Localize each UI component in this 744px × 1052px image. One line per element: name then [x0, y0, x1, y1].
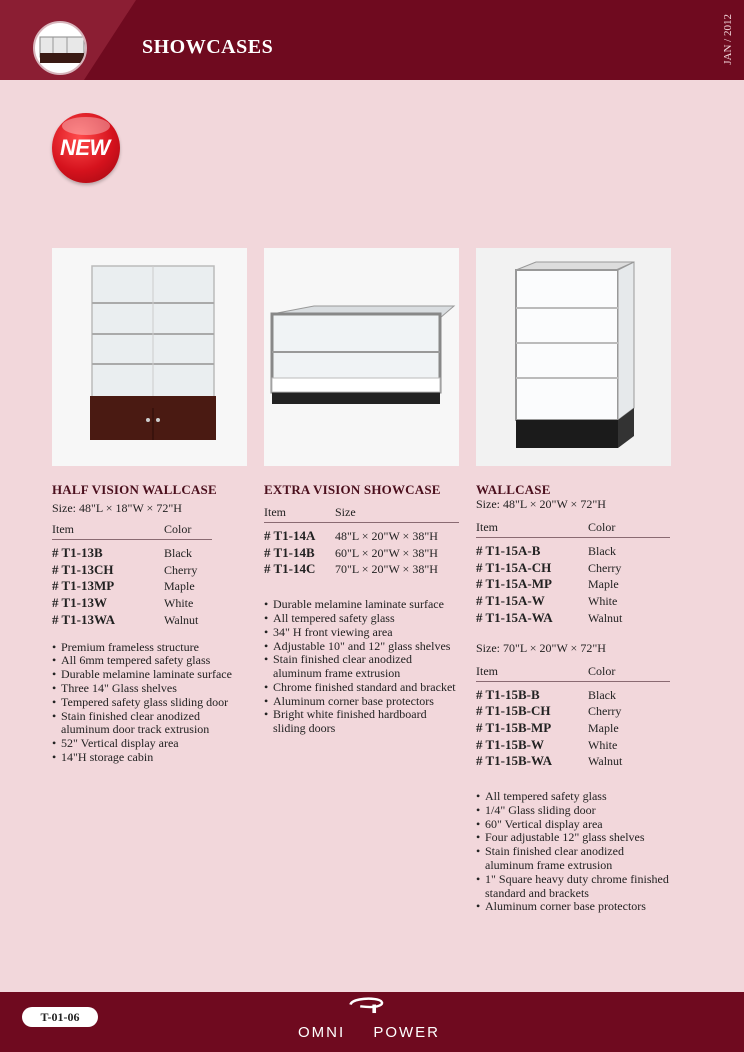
wallcase-section [476, 482, 671, 914]
column-header-size: Size [335, 505, 356, 519]
feature-list [476, 790, 671, 914]
column-header-item: Item [476, 520, 498, 534]
table-row [52, 595, 247, 612]
product-size: Size: 48"L × 18"W × 72"H [52, 501, 182, 515]
item-color: White [164, 596, 194, 611]
feature-item: • 1" Square heavy duty chrome finished standard and brackets [476, 873, 671, 901]
item-code: # T1-15A-WA [476, 609, 553, 625]
column-header-item: Item [52, 522, 74, 536]
item-code: # T1-13CH [52, 561, 114, 577]
item-code: # T1-15B-WA [476, 753, 552, 769]
column-header-item: Item [264, 505, 286, 519]
product-table [264, 528, 459, 578]
product-title: HALF VISION WALLCASE [52, 482, 217, 497]
item-code: # T1-13WA [52, 611, 115, 627]
feature-item: • Three 14" Glass shelves [52, 682, 247, 696]
table-header [264, 505, 459, 523]
item-code: # T1-15A-W [476, 593, 545, 609]
feature-item: • Adjustable 10" and 12" glass shelves [264, 640, 459, 654]
feature-item: • Premium frameless structure [52, 641, 247, 655]
column-header-color: Color [588, 663, 616, 678]
product-size-2: Size: 70"L × 20"W × 72"H [476, 640, 606, 655]
feature-list [52, 641, 247, 765]
item-code: # T1-15B-MP [476, 719, 552, 735]
item-color: Maple [588, 577, 619, 592]
half-vision-wallcase-section [52, 482, 247, 765]
column-header-color: Color [164, 522, 192, 536]
item-code: # T1-15A-CH [476, 559, 552, 575]
product-title: WALLCASE [476, 482, 551, 497]
item-code: # T1-13W [52, 595, 108, 611]
item-code: # T1-15B-B [476, 686, 540, 702]
header-wedge [84, 0, 136, 80]
table-header [476, 520, 670, 538]
table-row [52, 612, 247, 629]
item-color: Walnut [164, 612, 199, 627]
item-color: Cherry [588, 704, 622, 719]
feature-item: • 1/4" Glass sliding door [476, 804, 671, 818]
item-color: Black [164, 546, 192, 560]
table-row [52, 545, 247, 562]
product-table-2 [476, 687, 671, 771]
item-color: White [588, 737, 618, 752]
feature-item: • Chrome finished standard and bracket [264, 681, 459, 695]
feature-item: • Durable melamine laminate surface [52, 668, 247, 682]
item-color: Maple [588, 720, 619, 735]
product-table [476, 543, 671, 627]
feature-item: • Aluminum corner base protectors [476, 900, 671, 914]
feature-item: • 60" Vertical display area [476, 818, 671, 832]
product-title: EXTRA VISION SHOWCASE [264, 482, 441, 497]
item-color: Maple [164, 579, 195, 594]
item-code: # T1-15B-CH [476, 703, 551, 719]
brand-name [298, 1024, 440, 1041]
item-color: Black [588, 544, 616, 558]
item-color: Cherry [164, 562, 198, 577]
new-badge-label: NEW [60, 135, 110, 160]
table-row [264, 528, 459, 545]
feature-item: • Stain finished clear anodized aluminum frame extrusion [264, 653, 459, 681]
feature-item: • Stain finished clear anodized aluminum door track extrusion [52, 710, 247, 738]
table-row [476, 720, 671, 737]
table-header [476, 664, 670, 682]
feature-item: • Aluminum corner base protectors [264, 695, 459, 709]
item-color: White [588, 594, 618, 609]
feature-item: • All 6mm tempered safety glass [52, 654, 247, 668]
table-row [476, 610, 671, 627]
table-row [476, 543, 671, 560]
item-color: Cherry [588, 560, 622, 575]
table-row [264, 545, 459, 562]
feature-item: • Durable melamine laminate surface [264, 598, 459, 612]
extra-vision-showcase-photo [264, 248, 459, 466]
brand-left: OMNI [298, 1024, 346, 1041]
brand-right: POWER [373, 1024, 441, 1041]
column-header-item: Item [476, 663, 498, 678]
feature-item: • 52" Vertical display area [52, 737, 247, 751]
item-size: 48"L × 20"W × 38"H [335, 529, 438, 543]
item-code: # T1-13B [52, 545, 103, 560]
issue-date: JAN / 2012 [722, 14, 734, 65]
table-row [264, 561, 459, 578]
new-badge [52, 113, 120, 183]
item-color: Walnut [588, 754, 623, 769]
item-code: # T1-14B [264, 544, 315, 560]
feature-item: • 14"H storage cabin [52, 751, 247, 765]
item-size: 60"L × 20"W × 38"H [335, 545, 438, 560]
item-code: # T1-15A-B [476, 543, 541, 558]
table-row [476, 593, 671, 610]
omni-power-logo-icon [298, 996, 448, 1024]
feature-item: • Bright white finished hardboard sliding doors [264, 708, 459, 736]
feature-item: • Tempered safety glass sliding door [52, 696, 247, 710]
item-code: # T1-15A-MP [476, 576, 552, 592]
table-row [52, 578, 247, 595]
table-row [476, 576, 671, 593]
item-code: # T1-14A [264, 528, 316, 543]
half-vision-wallcase-photo [52, 248, 247, 466]
item-color: Walnut [588, 610, 623, 625]
table-header [52, 522, 212, 540]
table-row [52, 562, 247, 579]
feature-item: • All tempered safety glass [476, 790, 671, 804]
table-row [476, 753, 671, 770]
table-row [476, 560, 671, 577]
feature-item: • All tempered safety glass [264, 612, 459, 626]
item-code: # T1-14C [264, 561, 316, 577]
feature-item: • 34" H front viewing area [264, 626, 459, 640]
item-code: # T1-15B-W [476, 736, 545, 752]
wallcase-photo [476, 248, 671, 466]
extra-vision-showcase-section [264, 482, 459, 736]
showcase-thumbnail [33, 21, 87, 75]
table-row [476, 703, 671, 720]
feature-item: • Four adjustable 12" glass shelves [476, 831, 671, 845]
column-header-color: Color [588, 520, 616, 534]
item-size: 70"L × 20"W × 38"H [335, 562, 438, 577]
table-row [476, 737, 671, 754]
table-row [476, 687, 671, 704]
item-code: # T1-13MP [52, 578, 115, 594]
product-table [52, 545, 247, 629]
page-title: SHOWCASES [142, 36, 274, 58]
item-color: Black [588, 687, 616, 702]
product-size: Size: 48"L × 20"W × 72"H [476, 497, 606, 511]
page-code: T-01-06 [22, 1007, 98, 1027]
feature-list [264, 598, 459, 736]
feature-item: • Stain finished clear anodized aluminum frame extrusion [476, 845, 671, 873]
